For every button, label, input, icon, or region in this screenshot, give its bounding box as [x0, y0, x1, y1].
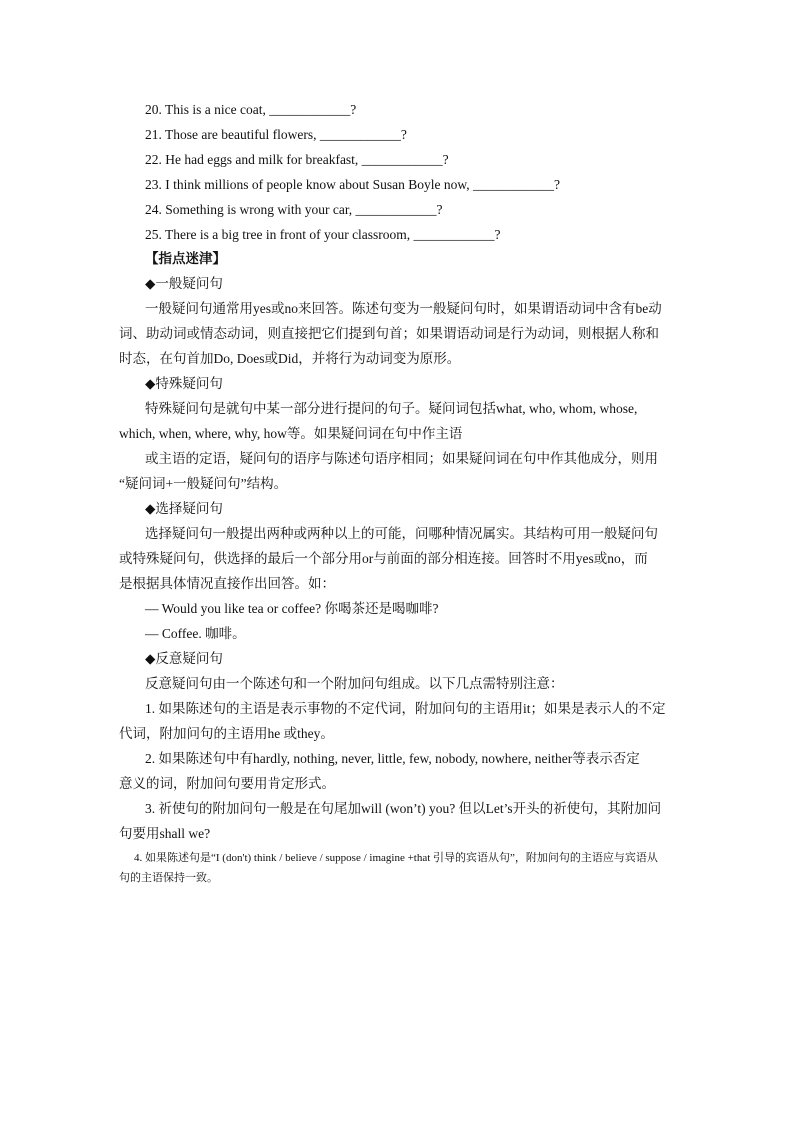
choice-example-answer: — Coffee. 咖啡。	[145, 626, 246, 641]
exercise-20: 20. This is a nice coat, ____________?	[145, 102, 357, 117]
choice-question-heading: ◆选择疑问句	[145, 501, 223, 516]
exercise-23: 23. I think millions of people know about Susan Boyle now, ____________?	[145, 177, 560, 192]
choice-question-line: 是根据具体情况直接作出回答。如：	[119, 576, 335, 591]
choice-question-line: 选择疑问句一般提出两种或两种以上的可能，问哪种情况属实。其结构可用一般疑问句	[145, 526, 658, 541]
exercise-22: 22. He had eggs and milk for breakfast, ____________?	[145, 152, 449, 167]
special-question-heading: ◆特殊疑问句	[145, 376, 223, 391]
tag-question-heading: ◆反意疑问句	[145, 651, 223, 666]
general-question-heading: ◆一般疑问句	[145, 276, 223, 291]
tag-question-rule: 1. 如果陈述句的主语是表示事物的不定代词，附加问句的主语用it；如果是表示人的不定	[145, 701, 666, 716]
special-question-line: “疑问词+一般疑问句”结构。	[119, 476, 288, 491]
special-question-line: 或主语的定语，疑问句的语序与陈述句语序相同；如果疑问词在句中作其他成分，则用	[145, 451, 658, 466]
tag-question-rule: 4. 如果陈述句是“I (don't) think / believe / suppose / imagine +that 引导的宾语从句”，附加问句的主语应与宾语从	[134, 852, 658, 864]
tag-question-rule: 代词，附加问句的主语用he 或they。	[119, 726, 334, 741]
tag-question-rule: 2. 如果陈述句中有hardly, nothing, never, little, few, nobody, nowhere, neither等表示否定	[145, 751, 640, 766]
exercise-24: 24. Something is wrong with your car, ____________?	[145, 202, 443, 217]
general-question-line: 一般疑问句通常用yes或no来回答。陈述句变为一般疑问句时，如果谓语动词中含有be动	[145, 301, 662, 316]
guide-title: 【指点迷津】	[145, 251, 226, 266]
general-question-line: 词、助动词或情态动词，则直接把它们提到句首；如果谓语动词是行为动词，则根据人称和	[119, 326, 659, 341]
choice-example-question: — Would you like tea or coffee? 你喝茶还是喝咖啡?	[145, 601, 439, 616]
special-question-line: 特殊疑问句是就句中某一部分进行提问的句子。疑问词包括what, who, whom, whose,	[145, 401, 638, 416]
special-question-line: which, when, where, why, how等。如果疑问词在句中作主语	[119, 426, 463, 441]
tag-question-rule: 句要用shall we?	[119, 826, 211, 841]
exercise-25: 25. There is a big tree in front of your classroom, ____________?	[145, 227, 501, 242]
tag-question-rule: 句的主语保持一致。	[119, 872, 218, 884]
general-question-line: 时态，在句首加Do, Does或Did，并将行为动词变为原形。	[119, 351, 461, 366]
exercise-21: 21. Those are beautiful flowers, ____________?	[145, 127, 407, 142]
tag-question-rule: 意义的词，附加问句要用肯定形式。	[119, 776, 335, 791]
tag-question-line: 反意疑问句由一个陈述句和一个附加问句组成。以下几点需特别注意：	[145, 676, 564, 691]
choice-question-line: 或特殊疑问句，供选择的最后一个部分用or与前面的部分相连接。回答时不用yes或no，而	[119, 551, 648, 566]
tag-question-rule: 3. 祈使句的附加问句一般是在句尾加will (won’t) you? 但以Let’s开头的祈使句，其附加问	[145, 801, 662, 816]
